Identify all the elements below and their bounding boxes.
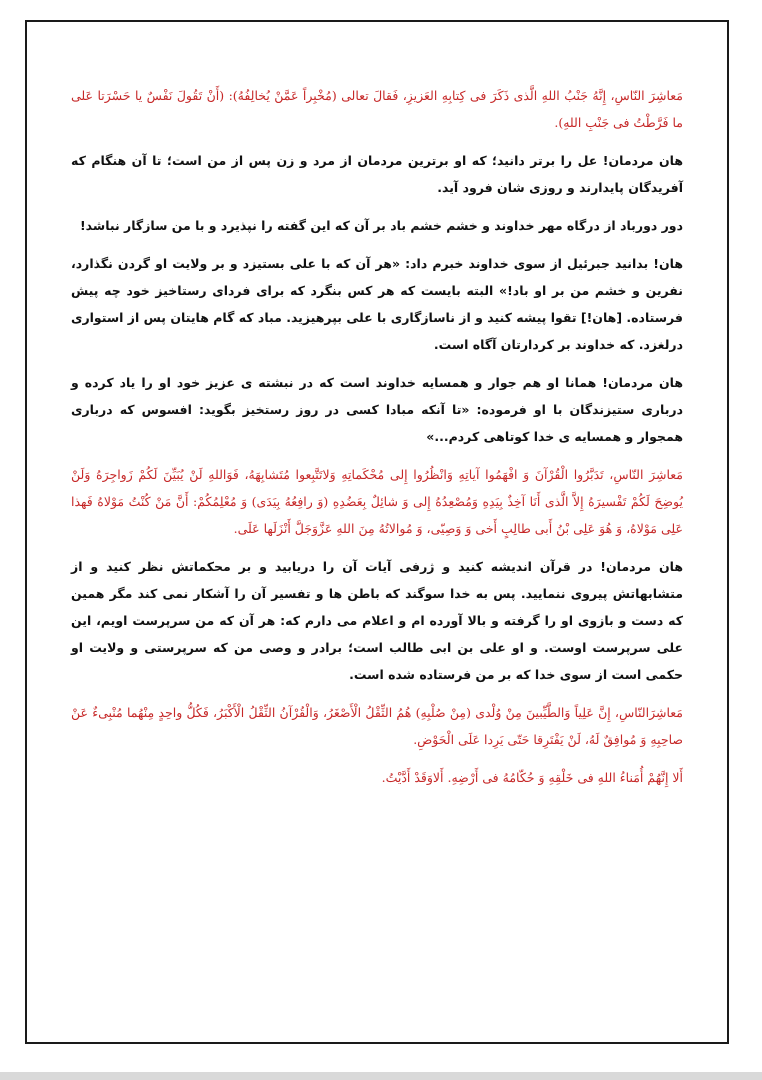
persian-paragraph-4: هان مردمان! همانا او هم جوار و همسايه خداوند است كه در نبشته ى عزيز خود او را ياد كرده و دربارى ستيزندگان با او فرموده: «تا آنكه مبادا كسى در روز رستخيز بگويد: افسوس كه دربارى همجوار و همسايه ى خدا كوتاهى كردم...» xyxy=(71,375,683,444)
arabic-paragraph-2: مَعاشِرَ النّاسِ، تَدَبَّرُوا الْقُرْآنَ وَ افْهَمُوا آیاتِهِ وَانْظُرُوا إِلی مُحْکَماتِهِ وَلاتَتَّبِعوا مُتَشابِهَهُ، فَوَاللهِ لَنْ یُبَیِّنَ لَکُمْ زَواجِرَهُ وَلَنْ یُوضِحَ لَکُمْ تَفْسیرَهُ إِلاَّ الَّذی أَنَا آخِذٌ بِیَدِهِ وَمُصْعِدُهُ إِلی وَ شائِلٌ بِعَضُدِهِ (وَ رافِعُهُ بِیَدَی) وَ مُعْلِمُکُمْ: أَنَّ مَنْ کُنْتُ مَوْلاهُ فَهذا عَلِی مَوْلاهُ، وَ هُوَ عَلِی بْنُ أَبی طالِبٍ أَخی وَ وَصِیّی، وَ مُوالاتُهُ مِنَ اللهِ عَزَّوَجَلَّ أَنْزَلَها عَلَی. xyxy=(71,467,683,536)
persian-paragraph-5: هان مردمان! در قرآن انديشه كنيد و ژرفى آيات آن را دريابيد و بر محكماتش نظر كنيد و از متشابهاتش پيروى ننماييد. پس به خدا سوگند كه باطن ها و تفسير آن را آشكار نمى كند مگر همين كه دست و بازوى او را گرفته و بالا آورده ام و اعلام مى دارم كه: هر آن كه من سرپرست اويم، اين على سرپرست اوست. و او على بن ابى طالب است؛ برادر و وصى من كه سرپرستى و ولايت او حكمى است از سوى خدا كه بر من فرستاده شده است. xyxy=(71,559,683,682)
page-content xyxy=(71,82,683,802)
persian-paragraph-1: هان مردمان! عل را برتر دانید؛ كه او برترين مردمان از مرد و زن پس از من است؛ تا آن هنگام كه آفريدگان پايدارند و روزى شان فرود آيد. xyxy=(71,153,683,195)
arabic-paragraph-1: مَعاشِرَ النّاسِ، إِنَّهُ جَنْبُ اللهِ الَّذی ذَکَرَ فی کِتابِهِ العَزیزِ، فَقالَ تعالی (مُخْبِراً عَمَّنْ یُخالِفُهُ): (أَنْ تَقُولَ نَفْسٌ یا حَسْرَتا عَلی ما فَرَّطْتُ فی جَنْبِ اللهِ). xyxy=(71,88,683,130)
persian-paragraph-3: هان! بدانيد جبرئيل از سوى خداوند خبرم داد: «هر آن كه با على بستيزد و بر ولايت او گردن نگذارد، نفرين و خشم من بر او باد!» البته بايست كه هر كس بنگرد كه براى فرداى رستاخيز خود چه پيش فرستاده. [هان!] تقوا پيشه كنيد و از ناسازگارى با على بپرهيزيد. مباد كه گام هايتان پس از استوارى درلغزد. كه خداوند بر كردارتان آگاه است. xyxy=(71,256,683,352)
document-page xyxy=(25,20,729,1044)
persian-paragraph-2: دور دورباد از درگاه مهر خداوند و خشم خشم باد بر آن كه اين گفته را نپذيرد و با من سازگار نباشد! xyxy=(79,218,683,233)
bottom-scroll-strip xyxy=(0,1072,762,1080)
arabic-paragraph-3: مَعاشِرَالنّاسِ، إِنَّ عَلِیاً وَالطَّیِّبینَ مِنْ وُلْدی (مِنْ صُلْبِهِ) هُمُ الثِّقْلُ الْأَصْغَرُ، وَالْقُرْآنُ الثِّقْلُ الْأَکْبَرُ، فَکُلُّ واحِدٍ مِنْهُما مُنْبِیءٌ عَنْ صاحِبِهِ وَ مُوافِقٌ لَهُ، لَنْ یَفْتَرِقا حَتّی یَرِدا عَلَی الْحَوْضِ. xyxy=(71,705,683,747)
arabic-paragraph-4: أَلا إِنَّهُمْ أُمَناءُ اللهِ فی خَلْقِهِ وَ حُکّامُهُ فی أَرْضِهِ. أَلاوَقَدْ أَدَّیْتُ. xyxy=(381,770,683,785)
